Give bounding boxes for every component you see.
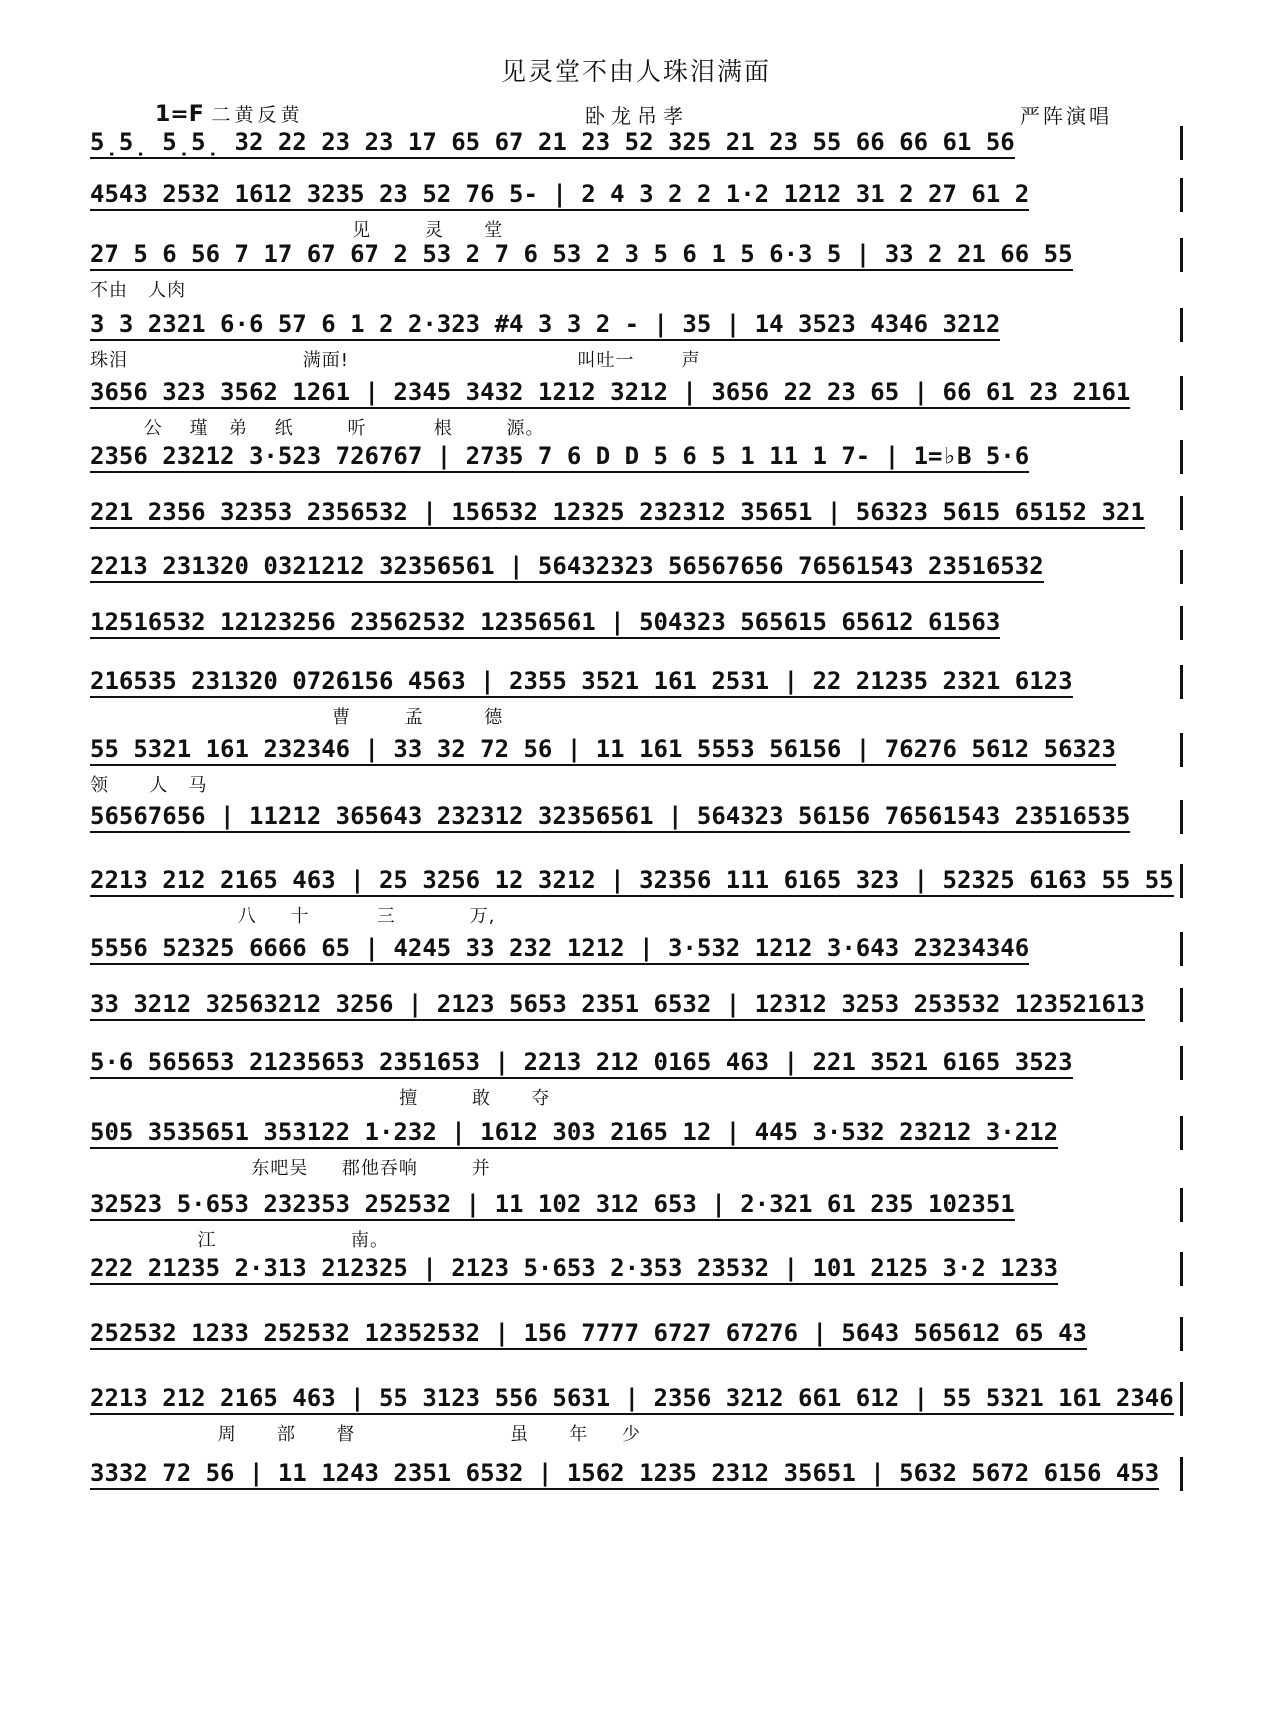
end-barline bbox=[1180, 1382, 1183, 1416]
lyric-line: 江 南。 bbox=[90, 1230, 389, 1251]
lyric-line: 不由 人肉 bbox=[90, 280, 187, 301]
notation-line bbox=[90, 1252, 1182, 1288]
notation-text: 2213 212 2165 463 | 55 3123 556 5631 | 2356 3212 661 612 | 55 5321 161 2346 bbox=[90, 1384, 1174, 1415]
notation-text: 33 3212 32563212 3256 | 2123 5653 2351 6532 | 12312 3253 253532 123521613 bbox=[90, 990, 1145, 1021]
lyric-line: 东吧吴 郡他吞响 并 bbox=[90, 1158, 491, 1179]
notation-line bbox=[90, 1317, 1182, 1353]
end-barline bbox=[1180, 733, 1183, 767]
end-barline bbox=[1180, 665, 1183, 699]
end-barline bbox=[1180, 988, 1183, 1022]
notation-text: 56567656 | 11212 365643 232312 32356561 | 564323 56156 76561543 23516535 bbox=[90, 802, 1130, 833]
notation-text: 505 3535651 353122 1·232 | 1612 303 2165 12 | 445 3·532 23212 3·212 bbox=[90, 1118, 1058, 1149]
mode-label: 二黄反黄 bbox=[211, 104, 304, 126]
notation-line bbox=[90, 1046, 1182, 1082]
key-label: 1=F bbox=[155, 102, 204, 127]
notation-text: 32523 5·653 232353 252532 | 11 102 312 653 | 2·321 61 235 102351 bbox=[90, 1190, 1015, 1221]
notation-line bbox=[90, 1116, 1182, 1152]
end-barline bbox=[1180, 440, 1183, 474]
notation-text: 2213 212 2165 463 | 25 3256 12 3212 | 32356 111 6165 323 | 52325 6163 55 55 bbox=[90, 866, 1174, 897]
aria-name: 卧龙吊孝 bbox=[585, 104, 689, 128]
notation-line bbox=[90, 1457, 1182, 1493]
notation-line bbox=[90, 665, 1182, 701]
notation-text: 221 2356 32353 2356532 | 156532 12325 232312 35651 | 56323 5615 65152 321 bbox=[90, 498, 1145, 529]
lyric-line: 珠泪 满面! 叫吐一 声 bbox=[90, 350, 701, 371]
notation-line bbox=[90, 932, 1182, 968]
notation-line bbox=[90, 1188, 1182, 1224]
notation-text: 5̣5̣ 5̣5̣ 32 22 23 23 17 65 67 21 23 52 325 21 23 55 66 66 61 56 bbox=[90, 128, 1015, 159]
notation-text: 2213 231320 0321212 32356561 | 56432323 56567656 76561543 23516532 bbox=[90, 552, 1044, 583]
notation-line bbox=[90, 988, 1182, 1024]
end-barline bbox=[1180, 800, 1183, 834]
notation-text: 252532 1233 252532 12352532 | 156 7777 6727 67276 | 5643 565612 65 43 bbox=[90, 1319, 1087, 1350]
end-barline bbox=[1180, 1317, 1183, 1351]
notation-line bbox=[90, 376, 1182, 412]
notation-line bbox=[90, 550, 1182, 586]
notation-text: 27 5 6 56 7 17 67 67 2 53 2 7 6 53 2 3 5 6 1 5 6·3 5 | 33 2 21 66 55 bbox=[90, 240, 1073, 271]
notation-line bbox=[90, 238, 1182, 274]
end-barline bbox=[1180, 178, 1183, 212]
end-barline bbox=[1180, 1457, 1183, 1491]
notation-line bbox=[90, 606, 1182, 642]
notation-text: 3332 72 56 | 11 1243 2351 6532 | 1562 1235 2312 35651 | 5632 5672 6156 453 bbox=[90, 1459, 1159, 1490]
end-barline bbox=[1180, 864, 1183, 898]
notation-text: 3 3 2321 6·6 57 6 1 2 2·323 #4 3 3 2 - | 35 | 14 3523 4346 3212 bbox=[90, 310, 1000, 341]
end-barline bbox=[1180, 606, 1183, 640]
end-barline bbox=[1180, 932, 1183, 966]
notation-text: 2356 23212 3·523 726767 | 2735 7 6 D D 5 6 5 1 11 1 7- | 1=♭B 5·6 bbox=[90, 442, 1029, 473]
lyric-line: 擅 敢 夺 bbox=[90, 1088, 551, 1109]
notation-line bbox=[90, 864, 1182, 900]
notation-text: 5·6 565653 21235653 2351653 | 2213 212 0165 463 | 221 3521 6165 3523 bbox=[90, 1048, 1073, 1079]
key-signature bbox=[155, 100, 303, 127]
end-barline bbox=[1180, 496, 1183, 530]
notation-text: 55 5321 161 232346 | 33 32 72 56 | 11 161 5553 56156 | 76276 5612 56323 bbox=[90, 735, 1116, 766]
end-barline bbox=[1180, 126, 1183, 160]
end-barline bbox=[1180, 308, 1183, 342]
notation-line bbox=[90, 440, 1182, 476]
notation-text: 4543 2532 1612 3235 23 52 76 5- | 2 4 3 2 2 1·2 1212 31 2 27 61 2 bbox=[90, 180, 1029, 211]
notation-line bbox=[90, 126, 1182, 162]
notation-text: 3656 323 3562 1261 | 2345 3432 1212 3212 | 3656 22 23 65 | 66 61 23 2161 bbox=[90, 378, 1130, 409]
performer: 严阵演唱 bbox=[1020, 104, 1112, 128]
end-barline bbox=[1180, 238, 1183, 272]
end-barline bbox=[1180, 1046, 1183, 1080]
notation-line bbox=[90, 733, 1182, 769]
notation-line bbox=[90, 800, 1182, 836]
lyric-line: 八 十 三 万, bbox=[90, 906, 496, 927]
end-barline bbox=[1180, 1116, 1183, 1150]
end-barline bbox=[1180, 1188, 1183, 1222]
end-barline bbox=[1180, 1252, 1183, 1286]
notation-line bbox=[90, 308, 1182, 344]
lyric-line: 周 部 督 虽 年 少 bbox=[90, 1424, 641, 1445]
lyric-line: 见 灵 堂 bbox=[90, 220, 504, 241]
end-barline bbox=[1180, 376, 1183, 410]
lyric-line: 公 瑾 弟 纸 听 根 源。 bbox=[90, 418, 545, 439]
notation-text: 222 21235 2·313 212325 | 2123 5·653 2·353 23532 | 101 2125 3·2 1233 bbox=[90, 1254, 1058, 1285]
lyric-line: 曹 孟 德 bbox=[90, 707, 504, 728]
end-barline bbox=[1180, 550, 1183, 584]
notation-line bbox=[90, 1382, 1182, 1418]
notation-line bbox=[90, 178, 1182, 214]
notation-line bbox=[90, 496, 1182, 532]
notation-text: 216535 231320 0726156 4563 | 2355 3521 161 2531 | 22 21235 2321 6123 bbox=[90, 667, 1073, 698]
lyric-line: 领 人 马 bbox=[90, 775, 208, 796]
sheet-title: 见灵堂不由人珠泪满面 bbox=[500, 57, 771, 86]
notation-text: 5556 52325 6666 65 | 4245 33 232 1212 | 3·532 1212 3·643 23234346 bbox=[90, 934, 1029, 965]
notation-text: 12516532 12123256 23562532 12356561 | 504323 565615 65612 61563 bbox=[90, 608, 1000, 639]
